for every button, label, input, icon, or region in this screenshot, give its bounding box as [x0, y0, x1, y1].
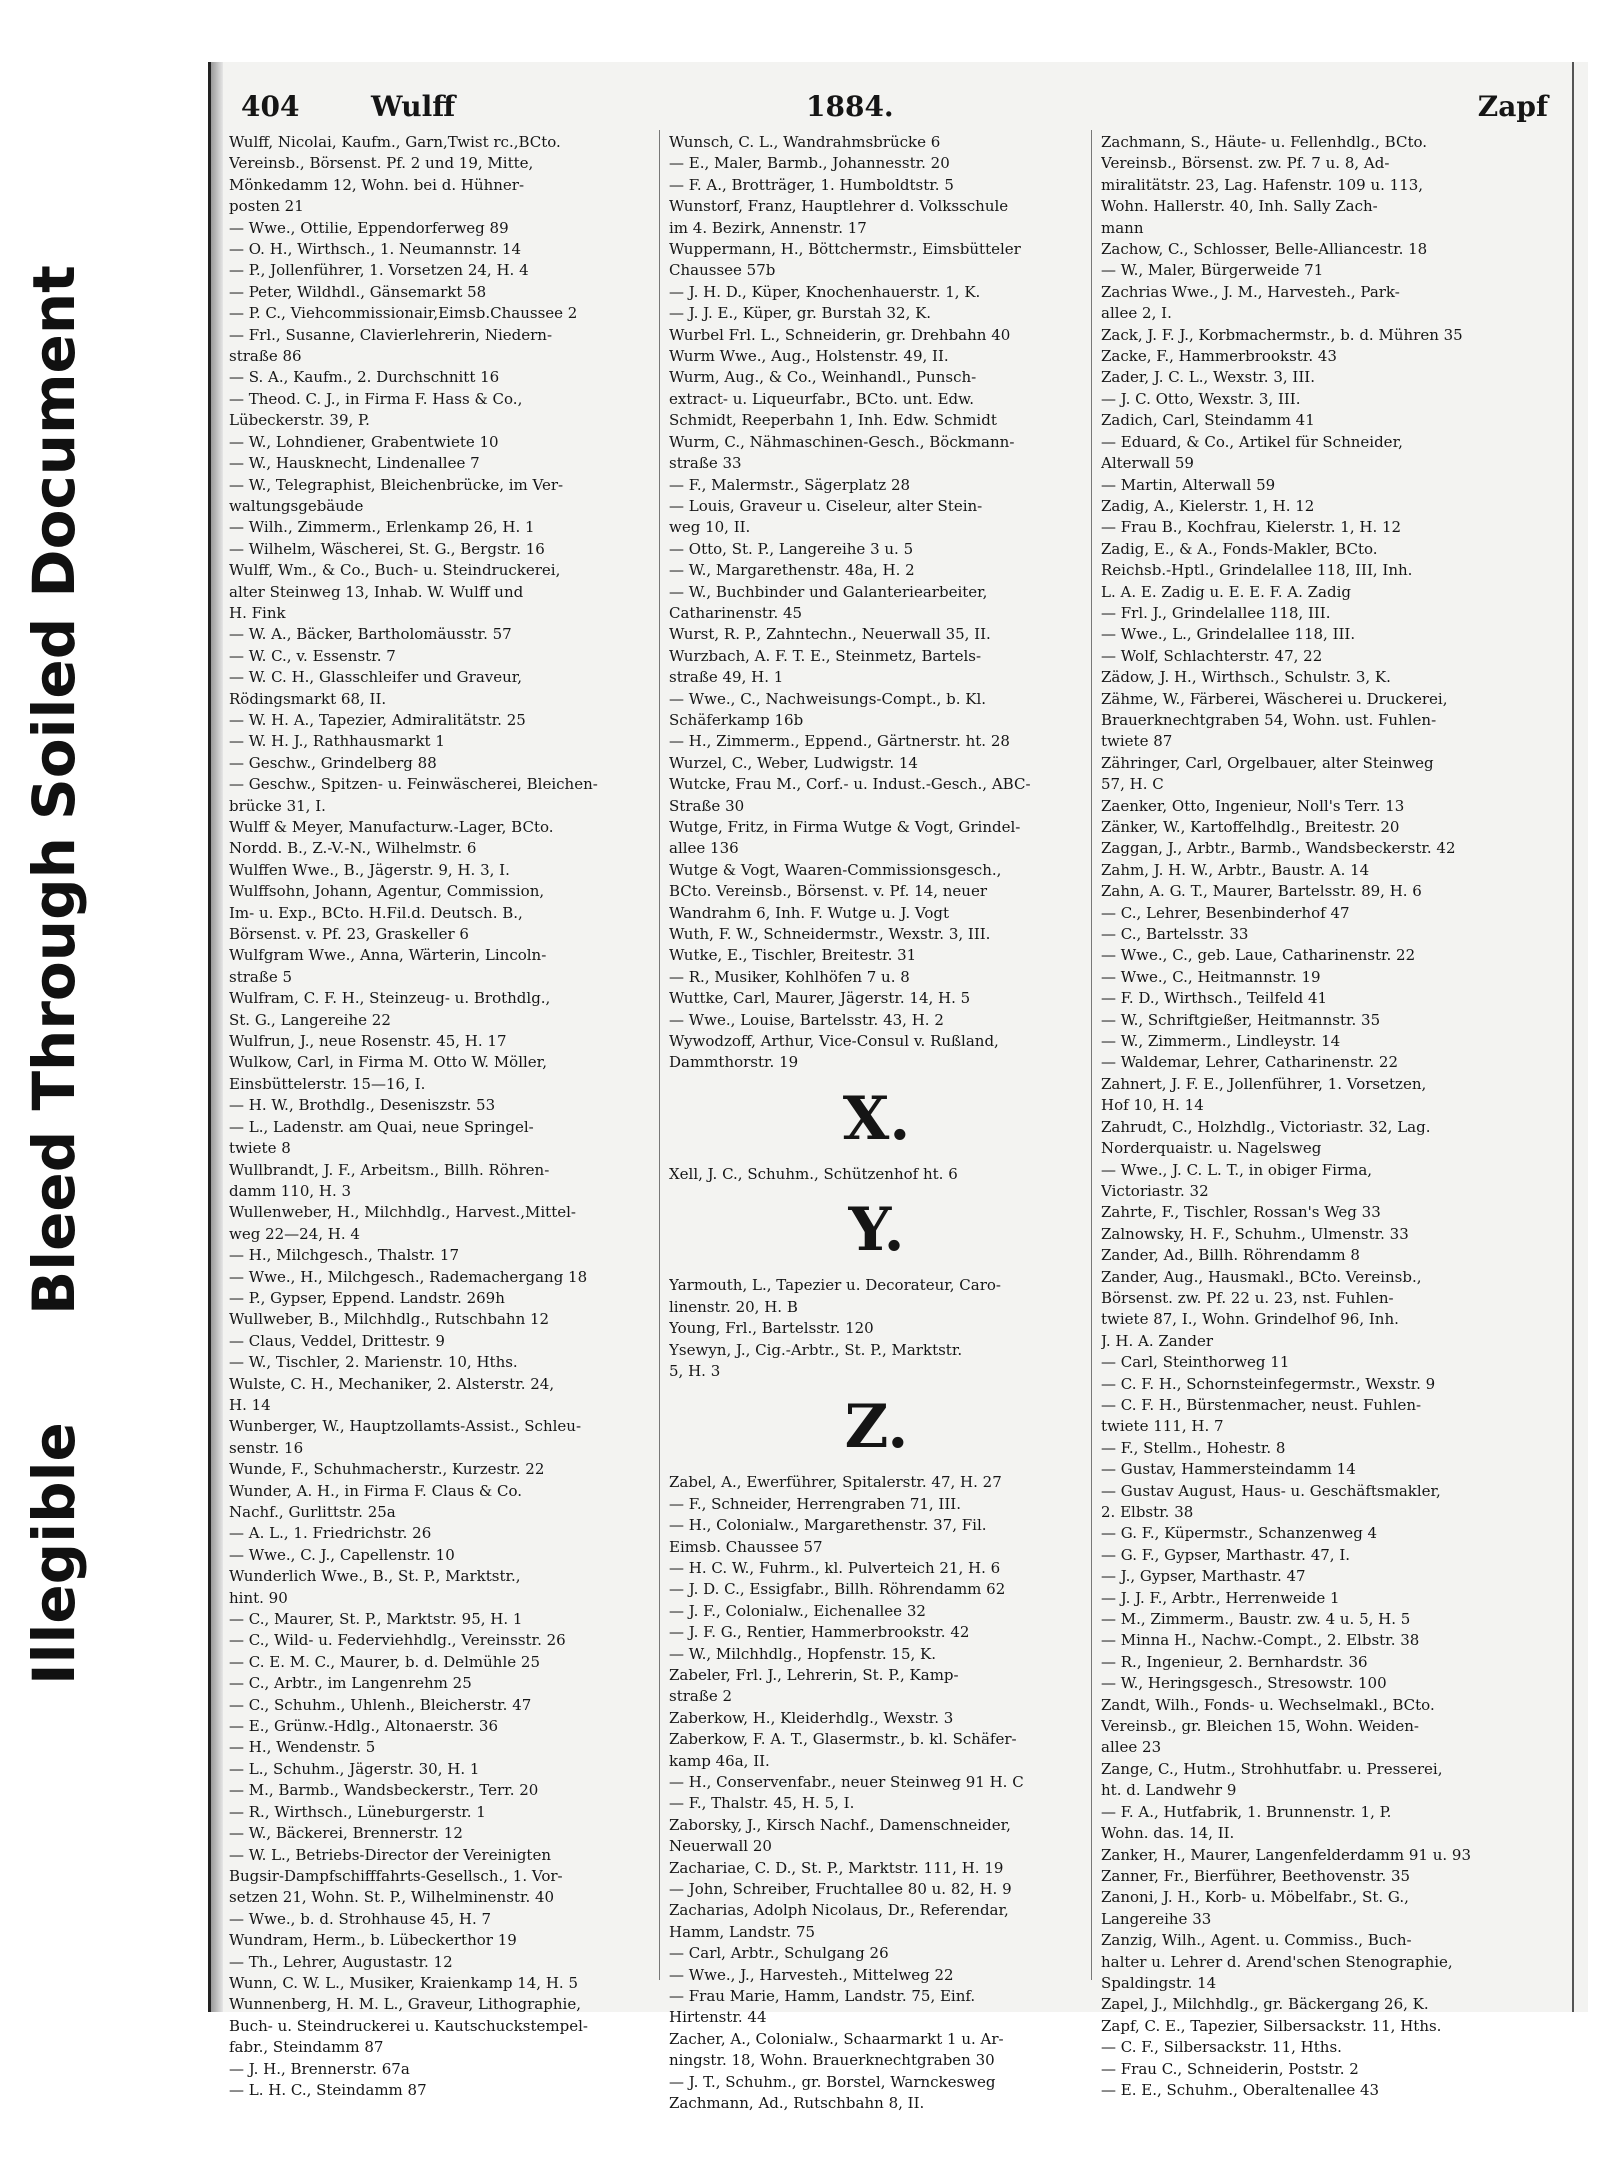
directory-line: Yarmouth, L., Tapezier u. Decorateur, Caro-: [669, 1276, 1001, 1295]
directory-line: Catharinenstr. 45: [669, 603, 803, 622]
directory-line: — Wwe., b. d. Strohhause 45, H. 7: [229, 1909, 492, 1928]
directory-line: — G. F., Küpermstr., Schanzenweg 4: [1101, 1524, 1378, 1543]
directory-line: — Frl., Susanne, Clavierlehrerin, Niedern-: [229, 325, 553, 344]
directory-line: — M., Zimmerm., Baustr. zw. 4 u. 5, H. 5: [1101, 1610, 1411, 1629]
directory-line: Zanzig, Wilh., Agent. u. Commiss., Buch-: [1101, 1931, 1412, 1950]
directory-line: Wulffsohn, Johann, Agentur, Commission,: [229, 882, 545, 901]
directory-line: — Wilhelm, Wäscherei, St. G., Bergstr. 16: [229, 539, 545, 558]
directory-line: Hof 10, H. 14: [1101, 1096, 1204, 1115]
directory-line: Zaborsky, J., Kirsch Nachf., Damenschneider,: [669, 1815, 1011, 1834]
directory-line: — E., Grünw.-Hdlg., Altonaerstr. 36: [229, 1717, 498, 1736]
directory-line: — H., Zimmerm., Eppend., Gärtnerstr. ht. 28: [669, 732, 1010, 751]
directory-line: Rödingsmarkt 68, II.: [229, 689, 387, 708]
directory-line: — Gustav, Hammersteindamm 14: [1101, 1460, 1356, 1479]
directory-line: Zacharias, Adolph Nicolaus, Dr., Referendar,: [669, 1901, 1009, 1920]
directory-line: Zacher, A., Colonialw., Schaarmarkt 1 u. Ar-: [669, 2029, 1004, 2048]
directory-line: Zanoni, J. H., Korb- u. Möbelfabr., St. G.,: [1101, 1888, 1409, 1907]
directory-line: — John, Schreiber, Fruchtallee 80 u. 82, H. 9: [669, 1880, 1012, 1899]
directory-line: Zachow, C., Schlosser, Belle-Alliancestr. 18: [1101, 240, 1428, 259]
directory-line: posten 21: [229, 197, 304, 216]
directory-line: — H., Conservenfabr., neuer Steinweg 91 H. C: [669, 1773, 1024, 1791]
directory-line: straße 33: [669, 454, 742, 473]
directory-line: Alterwall 59: [1101, 454, 1194, 473]
directory-line: Wulfgram Wwe., Anna, Wärterin, Lincoln-: [229, 946, 547, 965]
directory-line: — Wwe., C., Heitmannstr. 19: [1101, 967, 1321, 986]
directory-line: Nachf., Gurlittstr. 25a: [229, 1503, 396, 1521]
directory-line: senstr. 16: [229, 1438, 304, 1457]
directory-line: Börsenst. zw. Pf. 22 u. 23, nst. Fuhlen-: [1101, 1288, 1394, 1307]
directory-line: 57, H. C: [1101, 775, 1164, 794]
directory-line: — H. W., Brothdlg., Deseniszstr. 53: [229, 1096, 496, 1115]
directory-line: twiete 87: [1101, 732, 1173, 751]
directory-line: damm 110, H. 3: [229, 1181, 352, 1200]
directory-line: Schäferkamp 16b: [669, 710, 804, 729]
directory-line: Wuppermann, H., Böttchermstr., Eimsbütteler: [669, 240, 1021, 259]
directory-line: linenstr. 20, H. B: [669, 1297, 798, 1316]
directory-line: — C. F. H., Schornsteinfegermstr., Wexstr. 9: [1101, 1374, 1436, 1393]
directory-line: Wurm Wwe., Aug., Holstenstr. 49, II.: [669, 347, 949, 366]
directory-line: — Frl. J., Grindelallee 118, III.: [1101, 603, 1331, 622]
directory-line: — Peter, Wildhdl., Gänsemarkt 58: [229, 282, 487, 301]
directory-line: — J. J. E., Küper, gr. Burstah 32, K.: [669, 304, 932, 323]
directory-line: — W., Maler, Bürgerweide 71: [1101, 261, 1324, 280]
directory-line: — C. F. H., Bürstenmacher, neust. Fuhlen-: [1101, 1395, 1422, 1414]
directory-line: Wunn, C. W. L., Musiker, Kraienkamp 14, H. 5: [229, 1973, 579, 1992]
directory-line: — H., Wendenstr. 5: [229, 1738, 376, 1757]
directory-line: Wurzbach, A. F. T. E., Steinmetz, Bartels-: [669, 646, 982, 665]
directory-line: Wuth, F. W., Schneidermstr., Wexstr. 3, III.: [669, 925, 991, 944]
directory-line: Wullenweber, H., Milchhdlg., Harvest.,Mittel-: [229, 1203, 576, 1222]
directory-line: straße 2: [669, 1687, 733, 1706]
directory-line: Wunnenberg, H. M. L., Graveur, Lithographie,: [229, 1995, 581, 2014]
directory-line: straße 5: [229, 967, 293, 986]
directory-line: — Louis, Graveur u. Ciseleur, alter Stein-: [669, 496, 983, 515]
directory-line: Zähme, W., Färberei, Wäscherei u. Druckerei,: [1101, 689, 1448, 708]
directory-line: setzen 21, Wohn. St. P., Wilhelminenstr. 40: [229, 1888, 555, 1907]
directory-line: Wutcke, Frau M., Corf.- u. Indust.-Gesch., ABC-: [669, 775, 1031, 794]
directory-line: St. G., Langereihe 22: [229, 1010, 391, 1029]
directory-line: — W. H. J., Rathhausmarkt 1: [229, 732, 445, 751]
section-letter: Z.: [844, 1392, 909, 1463]
directory-line: Spaldingstr. 14: [1101, 1973, 1217, 1992]
directory-line: Wurbel Frl. L., Schneiderin, gr. Drehbahn 40: [669, 325, 1011, 344]
directory-line: — F., Malermstr., Sägerplatz 28: [669, 475, 911, 494]
directory-line: — Wwe., L., Grindelallee 118, III.: [1101, 625, 1356, 644]
directory-line: — Geschw., Spitzen- u. Feinwäscherei, Bleichen-: [229, 775, 598, 794]
directory-line: L. A. E. Zadig u. E. E. F. A. Zadig: [1101, 582, 1351, 601]
directory-line: — C., Arbtr., im Langenrehm 25: [229, 1674, 472, 1693]
directory-line: Norderquaistr. u. Nagelsweg: [1101, 1139, 1322, 1158]
directory-line: Zadich, Carl, Steindamm 41: [1101, 411, 1315, 430]
directory-line: waltungsgebäude: [229, 496, 364, 515]
column-divider: [659, 130, 660, 1980]
directory-line: — L., Ladenstr. am Quai, neue Springel-: [229, 1117, 534, 1136]
directory-line: Im- u. Exp., BCto. H.Fil.d. Deutsch. B.,: [229, 903, 523, 922]
directory-line: — C., Bartelsstr. 33: [1101, 925, 1249, 944]
directory-line: — F. A., Brotträger, 1. Humboldtstr. 5: [669, 175, 954, 194]
directory-line: hint. 90: [229, 1588, 288, 1607]
directory-line: — H., Milchgesch., Thalstr. 17: [229, 1246, 459, 1265]
directory-line: — G. F., Gypser, Marthastr. 47, I.: [1101, 1545, 1351, 1564]
directory-line: Zachmann, Ad., Rutschbahn 8, II.: [669, 2094, 925, 2113]
directory-line: — Wwe., Ottilie, Eppendorferweg 89: [229, 218, 509, 237]
directory-line: — P., Jollenführer, 1. Vorsetzen 24, H. 4: [229, 261, 529, 280]
directory-line: — E., Maler, Barmb., Johannesstr. 20: [669, 154, 950, 173]
directory-line: im 4. Bezirk, Annenstr. 17: [669, 218, 867, 237]
directory-line: Zachariae, C. D., St. P., Marktstr. 111, H. 19: [669, 1858, 1004, 1877]
directory-line: 2. Elbstr. 38: [1101, 1503, 1194, 1521]
directory-line: — M., Barmb., Wandsbeckerstr., Terr. 20: [229, 1781, 539, 1800]
directory-line: — Th., Lehrer, Augustastr. 12: [229, 1952, 453, 1971]
directory-line: — W., Bäckerei, Brennerstr. 12: [229, 1824, 463, 1843]
directory-line: — H., Colonialw., Margarethenstr. 37, Fil.: [669, 1516, 987, 1535]
directory-line: — C., Maurer, St. P., Marktstr. 95, H. 1: [229, 1610, 523, 1629]
directory-line: — Wwe., J. C. L. T., in obiger Firma,: [1101, 1160, 1373, 1179]
directory-line: Wurm, C., Nähmaschinen-Gesch., Böckmann-: [669, 432, 1015, 451]
directory-line: Zader, J. C. L., Wexstr. 3, III.: [1101, 368, 1315, 387]
directory-line: Zabeler, Frl. J., Lehrerin, St. P., Kamp-: [669, 1665, 959, 1684]
directory-line: Young, Frl., Bartelsstr. 120: [669, 1319, 874, 1338]
directory-line: — H. C. W., Fuhrm., kl. Pulverteich 21, H. 6: [669, 1558, 1001, 1577]
directory-line: halter u. Lehrer d. Arend'schen Stenographie,: [1101, 1952, 1453, 1971]
directory-line: Wunsch, C. L., Wandrahmsbrücke 6: [669, 133, 941, 151]
directory-line: Wandrahm 6, Inh. F. Wutge u. J. Vogt: [669, 903, 949, 922]
directory-line: Zanker, H., Maurer, Langenfelderdamm 91 u. 93: [1101, 1845, 1471, 1864]
directory-line: Zadig, A., Kielerstr. 1, H. 12: [1101, 496, 1315, 515]
directory-line: Xell, J. C., Schuhm., Schützenhof ht. 6: [669, 1164, 958, 1183]
directory-line: Zachrias Wwe., J. M., Harvesteh., Park-: [1101, 282, 1400, 301]
directory-line: — F. A., Hutfabrik, 1. Brunnenstr. 1, P.: [1101, 1802, 1392, 1821]
directory-line: Zander, Ad., Billh. Röhrendamm 8: [1101, 1246, 1360, 1265]
directory-line: Wutge & Vogt, Waaren-Commissionsgesch.,: [669, 860, 1002, 879]
directory-line: — C. F., Silbersackstr. 11, Hths.: [1101, 2038, 1342, 2057]
directory-line: Zalnowsky, H. F., Schuhm., Ulmenstr. 33: [1101, 1224, 1409, 1243]
directory-line: Wunde, F., Schuhmacherstr., Kurzestr. 22: [229, 1460, 545, 1479]
directory-line: — J. F. G., Rentier, Hammerbrookstr. 42: [669, 1623, 970, 1642]
directory-line: Zähringer, Carl, Orgelbauer, alter Steinweg: [1101, 753, 1434, 772]
directory-line: — Wwe., C. J., Capellenstr. 10: [229, 1545, 455, 1564]
directory-line: Zacke, F., Hammerbrookstr. 43: [1101, 347, 1337, 366]
directory-line: — J. F., Colonialw., Eichenallee 32: [669, 1601, 926, 1620]
directory-line: — J. T., Schuhm., gr. Borstel, Warnckesweg: [669, 2072, 996, 2091]
directory-line: — Wwe., H., Milchgesch., Rademachergang 18: [229, 1267, 588, 1286]
directory-line: — Wolf, Schlachterstr. 47, 22: [1101, 646, 1323, 665]
directory-line: Wutke, E., Tischler, Breitestr. 31: [669, 946, 917, 965]
directory-line: — Carl, Steinthorweg 11: [1101, 1353, 1290, 1372]
directory-line: Chaussee 57b: [669, 261, 776, 280]
directory-line: Victoriastr. 32: [1101, 1181, 1209, 1200]
directory-line: Wulff & Meyer, Manufacturw.-Lager, BCto.: [229, 818, 554, 836]
directory-line: mann: [1101, 218, 1144, 237]
directory-line: ningstr. 18, Wohn. Brauerknechtgraben 30: [669, 2051, 995, 2070]
directory-line: straße 86: [229, 347, 302, 366]
directory-line: Zaberkow, H., Kleiderhdlg., Wexstr. 3: [669, 1708, 954, 1727]
directory-line: — W. C. H., Glasschleifer und Graveur,: [229, 668, 523, 687]
directory-line: Vereinsb., Börsenst. zw. Pf. 7 u. 8, Ad-: [1101, 154, 1390, 173]
directory-line: J. H. A. Zander: [1101, 1331, 1214, 1350]
directory-line: — Waldemar, Lehrer, Catharinenstr. 22: [1101, 1053, 1399, 1072]
directory-line: Vereinsb., Börsenst. Pf. 2 und 19, Mitte,: [229, 154, 534, 173]
label-soiled-document: Soiled Document: [20, 265, 88, 820]
page-number: 404: [241, 90, 300, 123]
directory-line: — Minna H., Nachw.-Compt., 2. Elbstr. 38: [1101, 1631, 1420, 1650]
directory-line: Zahm, J. H. W., Arbtr., Baustr. A. 14: [1101, 860, 1370, 879]
directory-line: Wundram, Herm., b. Lübeckerthor 19: [229, 1931, 517, 1950]
directory-line: — Frau B., Kochfrau, Kielerstr. 1, H. 12: [1101, 518, 1402, 537]
directory-line: Neuerwall 20: [669, 1837, 772, 1856]
column-1: [229, 132, 644, 2101]
directory-line: Wulffen Wwe., B., Jägerstr. 9, H. 3, I.: [229, 860, 510, 879]
directory-line: — L. H. C., Steindamm 87: [229, 2080, 427, 2099]
directory-line: extract- u. Liqueurfabr., BCto. unt. Edw.: [669, 389, 974, 408]
directory-line: Wunberger, W., Hauptzollamts-Assist., Schleu-: [229, 1417, 582, 1436]
section-letter: X.: [842, 1083, 911, 1154]
directory-line: — O. H., Wirthsch., 1. Neumannstr. 14: [229, 240, 522, 259]
directory-line: Wutge, Fritz, in Firma Wutge & Vogt, Grindel-: [669, 818, 1021, 836]
header-year: 1884.: [806, 90, 894, 123]
directory-line: — W. C., v. Essenstr. 7: [229, 646, 396, 665]
directory-line: — W. L., Betriebs-Director der Vereinigten: [229, 1845, 551, 1864]
directory-line: Zaberkow, F. A. T., Glasermstr., b. kl. Schäfer-: [669, 1730, 1017, 1749]
directory-line: H. 14: [229, 1395, 271, 1414]
directory-line: — R., Wirthsch., Lüneburgerstr. 1: [229, 1802, 486, 1821]
directory-line: Zaenker, Otto, Ingenieur, Noll's Terr. 13: [1101, 796, 1405, 815]
directory-line: Lübeckerstr. 39, P.: [229, 411, 370, 430]
page-edge-shadow: [211, 62, 223, 2012]
directory-line: Wohn. Hallerstr. 40, Inh. Sally Zach-: [1101, 197, 1378, 216]
directory-page: [208, 62, 1588, 2113]
directory-line: — J. H., Brennerstr. 67a: [229, 2059, 410, 2078]
directory-line: Wulfram, C. F. H., Steinzeug- u. Brothdlg.,: [229, 989, 551, 1008]
directory-line: Dammthorstr. 19: [669, 1053, 799, 1072]
directory-line: Börsenst. v. Pf. 23, Graskeller 6: [229, 925, 469, 944]
directory-line: — C., Wild- u. Federviehhdlg., Vereinsstr. 26: [229, 1631, 566, 1650]
directory-line: — W., Margarethenstr. 48a, H. 2: [669, 561, 915, 580]
directory-line: — F., Stellm., Hohestr. 8: [1101, 1438, 1286, 1457]
directory-line: — Wwe., C., Nachweisungs-Compt., b. Kl.: [669, 689, 987, 708]
directory-line: — Frau Marie, Hamm, Landstr. 75, Einf.: [669, 1987, 976, 2006]
directory-line: Zapf, C. E., Tapezier, Silbersackstr. 11, Hths.: [1101, 2016, 1442, 2035]
directory-line: — W., Lohndiener, Grabentwiete 10: [229, 432, 499, 451]
page-right-rule: [1572, 62, 1574, 2012]
directory-line: — F., Thalstr. 45, H. 5, I.: [669, 1794, 855, 1813]
directory-line: Ysewyn, J., Cig.-Arbtr., St. P., Marktstr.: [669, 1340, 963, 1359]
section-letter: Y.: [848, 1195, 905, 1266]
page-header: [241, 90, 1558, 130]
directory-line: Wunderlich Wwe., B., St. P., Marktstr.,: [229, 1567, 521, 1586]
directory-line: — Wwe., Louise, Bartelsstr. 43, H. 2: [669, 1010, 944, 1029]
directory-line: Bugsir-Dampfschifffahrts-Gesellsch., 1. Vor-: [229, 1866, 563, 1885]
directory-line: — Wwe., C., geb. Laue, Catharinenstr. 22: [1101, 946, 1416, 965]
directory-line: — C., Schuhm., Uhlenh., Bleicherstr. 47: [229, 1695, 532, 1714]
directory-line: Reichsb.-Hptl., Grindelallee 118, III, Inh.: [1101, 561, 1413, 580]
directory-line: Wywodzoff, Arthur, Vice-Consul v. Rußland,: [669, 1032, 999, 1051]
directory-line: — J. J. F., Arbtr., Herrenweide 1: [1101, 1588, 1340, 1607]
directory-line: — W., Hausknecht, Lindenallee 7: [229, 454, 480, 473]
directory-line: Eimsb. Chaussee 57: [669, 1537, 823, 1556]
directory-line: Wullweber, B., Milchhdlg., Rutschbahn 12: [229, 1310, 550, 1329]
directory-line: — W., Schriftgießer, Heitmannstr. 35: [1101, 1010, 1381, 1029]
directory-line: Wullbrandt, J. F., Arbeitsm., Billh. Röhren-: [229, 1160, 550, 1179]
directory-line: — Wwe., J., Harvesteh., Mittelweg 22: [669, 1965, 954, 1984]
directory-line: — R., Ingenieur, 2. Bernhardstr. 36: [1101, 1652, 1368, 1671]
directory-line: Wurzel, C., Weber, Ludwigstr. 14: [669, 753, 918, 772]
directory-line: — J. D. C., Essigfabr., Billh. Röhrendamm 62: [669, 1580, 1006, 1599]
directory-line: Zadig, E., & A., Fonds-Makler, BCto.: [1101, 539, 1378, 558]
directory-line: 5, H. 3: [669, 1361, 721, 1380]
directory-line: twiete 87, I., Wohn. Grindelhof 96, Inh.: [1101, 1310, 1399, 1329]
directory-line: — C. E. M. C., Maurer, b. d. Delmühle 25: [229, 1652, 540, 1671]
column-divider: [1091, 130, 1092, 1980]
directory-line: — R., Musiker, Kohlhöfen 7 u. 8: [669, 967, 910, 986]
directory-line: Wulfrun, J., neue Rosenstr. 45, H. 17: [229, 1032, 507, 1051]
directory-line: miralitätstr. 23, Lag. Hafenstr. 109 u. 113,: [1101, 175, 1424, 194]
directory-line: Zachmann, S., Häute- u. Fellenhdlg., BCto.: [1101, 133, 1428, 151]
directory-line: — Theod. C. J., in Firma F. Hass & Co.,: [229, 389, 523, 408]
directory-line: — C., Lehrer, Besenbinderhof 47: [1101, 903, 1350, 922]
directory-line: Zack, J. F. J., Korbmachermstr., b. d. Mühren 35: [1101, 325, 1463, 344]
directory-line: weg 10, II.: [669, 518, 751, 537]
label-bleed-through: Bleed Through: [20, 837, 88, 1315]
directory-line: Hirtenstr. 44: [669, 2008, 767, 2027]
header-right-word: Zapf: [1477, 90, 1548, 123]
directory-line: Zander, Aug., Hausmakl., BCto. Vereinsb.,: [1101, 1267, 1422, 1286]
directory-line: Vereinsb., gr. Bleichen 15, Wohn. Weiden-: [1101, 1717, 1419, 1736]
directory-line: Zapel, J., Milchhdlg., gr. Bäckergang 26, K.: [1101, 1995, 1429, 2014]
directory-line: Wulste, C. H., Mechaniker, 2. Alsterstr. 24,: [229, 1374, 555, 1393]
directory-line: Zanner, Fr., Bierführer, Beethovenstr. 35: [1101, 1866, 1411, 1885]
directory-line: weg 22—24, H. 4: [229, 1224, 360, 1243]
directory-line: — Frau C., Schneiderin, Poststr. 2: [1101, 2059, 1359, 2078]
directory-line: — Otto, St. P., Langereihe 3 u. 5: [669, 539, 914, 558]
directory-line: Nordd. B., Z.-V.-N., Wilhelmstr. 6: [229, 839, 477, 858]
directory-line: — S. A., Kaufm., 2. Durchschnitt 16: [229, 368, 500, 387]
directory-line: Wunder, A. H., in Firma F. Claus & Co.: [229, 1481, 523, 1500]
directory-line: — P. C., Viehcommissionair,Eimsb.Chaussee 2: [229, 304, 578, 323]
directory-line: H. Fink: [229, 603, 286, 622]
directory-line: Schmidt, Reeperbahn 1, Inh. Edw. Schmidt: [669, 411, 997, 430]
directory-line: — P., Gypser, Eppend. Landstr. 269h: [229, 1288, 505, 1307]
directory-line: — F. D., Wirthsch., Teilfeld 41: [1101, 989, 1328, 1008]
directory-line: — L., Schuhm., Jägerstr. 30, H. 1: [229, 1759, 480, 1778]
directory-line: — W., Zimmerm., Lindleystr. 14: [1101, 1032, 1341, 1051]
directory-line: Zahrte, F., Tischler, Rossan's Weg 33: [1101, 1203, 1381, 1222]
directory-line: Zahn, A. G. T., Maurer, Bartelsstr. 89, H. 6: [1101, 882, 1422, 901]
directory-line: — W., Heringsgesch., Stresowstr. 100: [1101, 1674, 1387, 1693]
directory-line: — E. E., Schuhm., Oberaltenallee 43: [1101, 2080, 1380, 2099]
directory-line: — J., Gypser, Marthastr. 47: [1101, 1567, 1306, 1586]
column-2: [669, 132, 1084, 2115]
directory-line: twiete 111, H. 7: [1101, 1417, 1224, 1436]
directory-line: — Claus, Veddel, Drittestr. 9: [229, 1331, 445, 1350]
directory-line: allee 23: [1101, 1738, 1162, 1757]
directory-line: Zädow, J. H., Wirthsch., Schulstr. 3, K.: [1101, 668, 1391, 687]
directory-line: Zange, C., Hutm., Strohhutfabr. u. Presserei,: [1101, 1759, 1443, 1778]
directory-line: — Wilh., Zimmerm., Erlenkamp 26, H. 1: [229, 518, 535, 537]
directory-line: Zandt, Wilh., Fonds- u. Wechselmakl., BCto.: [1101, 1695, 1435, 1714]
directory-line: — J. H. D., Küper, Knochenhauerstr. 1, K.: [669, 282, 981, 301]
directory-line: allee 136: [669, 839, 739, 858]
header-left-word: Wulff: [371, 90, 456, 123]
directory-line: — J. C. Otto, Wexstr. 3, III.: [1101, 389, 1301, 408]
directory-line: Buch- u. Steindruckerei u. Kautschuckstempel-: [229, 2016, 588, 2035]
directory-line: Zaggan, J., Arbtr., Barmb., Wandsbeckerstr. 42: [1101, 839, 1456, 858]
directory-line: — W., Buchbinder und Galanteriearbeiter,: [669, 582, 988, 601]
directory-line: Wurm, Aug., & Co., Weinhandl., Punsch-: [669, 368, 977, 387]
directory-line: — Eduard, & Co., Artikel für Schneider,: [1101, 432, 1403, 451]
directory-line: — Martin, Alterwall 59: [1101, 475, 1276, 494]
directory-line: Straße 30: [669, 796, 745, 815]
directory-line: Wulff, Nicolai, Kaufm., Garn,Twist rc.,BCto.: [229, 133, 561, 151]
directory-line: Wurst, R. P., Zahntechn., Neuerwall 35, II.: [669, 625, 991, 644]
directory-line: Wohn. das. 14, II.: [1101, 1824, 1235, 1843]
directory-line: — W., Telegraphist, Bleichenbrücke, im Ver-: [229, 475, 564, 494]
directory-line: Zahnert, J. F. E., Jollenführer, 1. Vorsetzen,: [1101, 1074, 1427, 1093]
directory-line: — Geschw., Grindelberg 88: [229, 753, 437, 772]
directory-line: — Gustav August, Haus- u. Geschäftsmakler,: [1101, 1481, 1441, 1500]
directory-line: Zänker, W., Kartoffelhdlg., Breitestr. 20: [1101, 818, 1400, 836]
directory-line: Einsbüttelerstr. 15—16, I.: [229, 1074, 426, 1093]
directory-line: straße 49, H. 1: [669, 668, 784, 687]
directory-line: — W. H. A., Tapezier, Admiralitätstr. 25: [229, 710, 526, 729]
directory-line: Zahrudt, C., Holzhdlg., Victoriastr. 32, Lag.: [1101, 1117, 1431, 1136]
directory-line: BCto. Vereinsb., Börsenst. v. Pf. 14, neuer: [669, 882, 988, 901]
directory-line: — A. L., 1. Friedrichstr. 26: [229, 1524, 432, 1543]
directory-line: Wulkow, Carl, in Firma M. Otto W. Möller,: [229, 1053, 547, 1072]
directory-line: ht. d. Landwehr 9: [1101, 1781, 1237, 1800]
directory-line: — W. A., Bäcker, Bartholomäusstr. 57: [229, 625, 512, 644]
directory-line: twiete 8: [229, 1139, 291, 1158]
directory-line: Wuttke, Carl, Maurer, Jägerstr. 14, H. 5: [669, 989, 971, 1008]
label-illegible: Illegible: [20, 1422, 88, 1685]
directory-line: Zabel, A., Ewerführer, Spitalerstr. 47, H. 27: [669, 1473, 1002, 1492]
condition-labels: [20, 0, 170, 2177]
directory-line: brücke 31, I.: [229, 796, 326, 815]
directory-line: Hamm, Landstr. 75: [669, 1922, 816, 1941]
directory-line: — Carl, Arbtr., Schulgang 26: [669, 1944, 889, 1963]
directory-line: — W., Tischler, 2. Marienstr. 10, Hths.: [229, 1353, 518, 1372]
directory-line: Wunstorf, Franz, Hauptlehrer d. Volksschule: [669, 197, 1009, 216]
directory-line: Brauerknechtgraben 54, Wohn. ust. Fuhlen-: [1101, 710, 1437, 729]
directory-line: alter Steinweg 13, Inhab. W. Wulff und: [229, 582, 524, 601]
directory-line: — W., Milchhdlg., Hopfenstr. 15, K.: [669, 1644, 937, 1663]
directory-line: Langereihe 33: [1101, 1909, 1212, 1928]
column-3: [1101, 132, 1516, 2101]
directory-line: fabr., Steindamm 87: [229, 2038, 384, 2057]
directory-line: Wulff, Wm., & Co., Buch- u. Steindruckerei,: [229, 561, 561, 580]
directory-line: allee 2, I.: [1101, 304, 1172, 323]
directory-line: kamp 46a, II.: [669, 1751, 770, 1770]
directory-line: Mönkedamm 12, Wohn. bei d. Hühner-: [229, 175, 525, 194]
directory-line: — F., Schneider, Herrengraben 71, III.: [669, 1494, 961, 1513]
